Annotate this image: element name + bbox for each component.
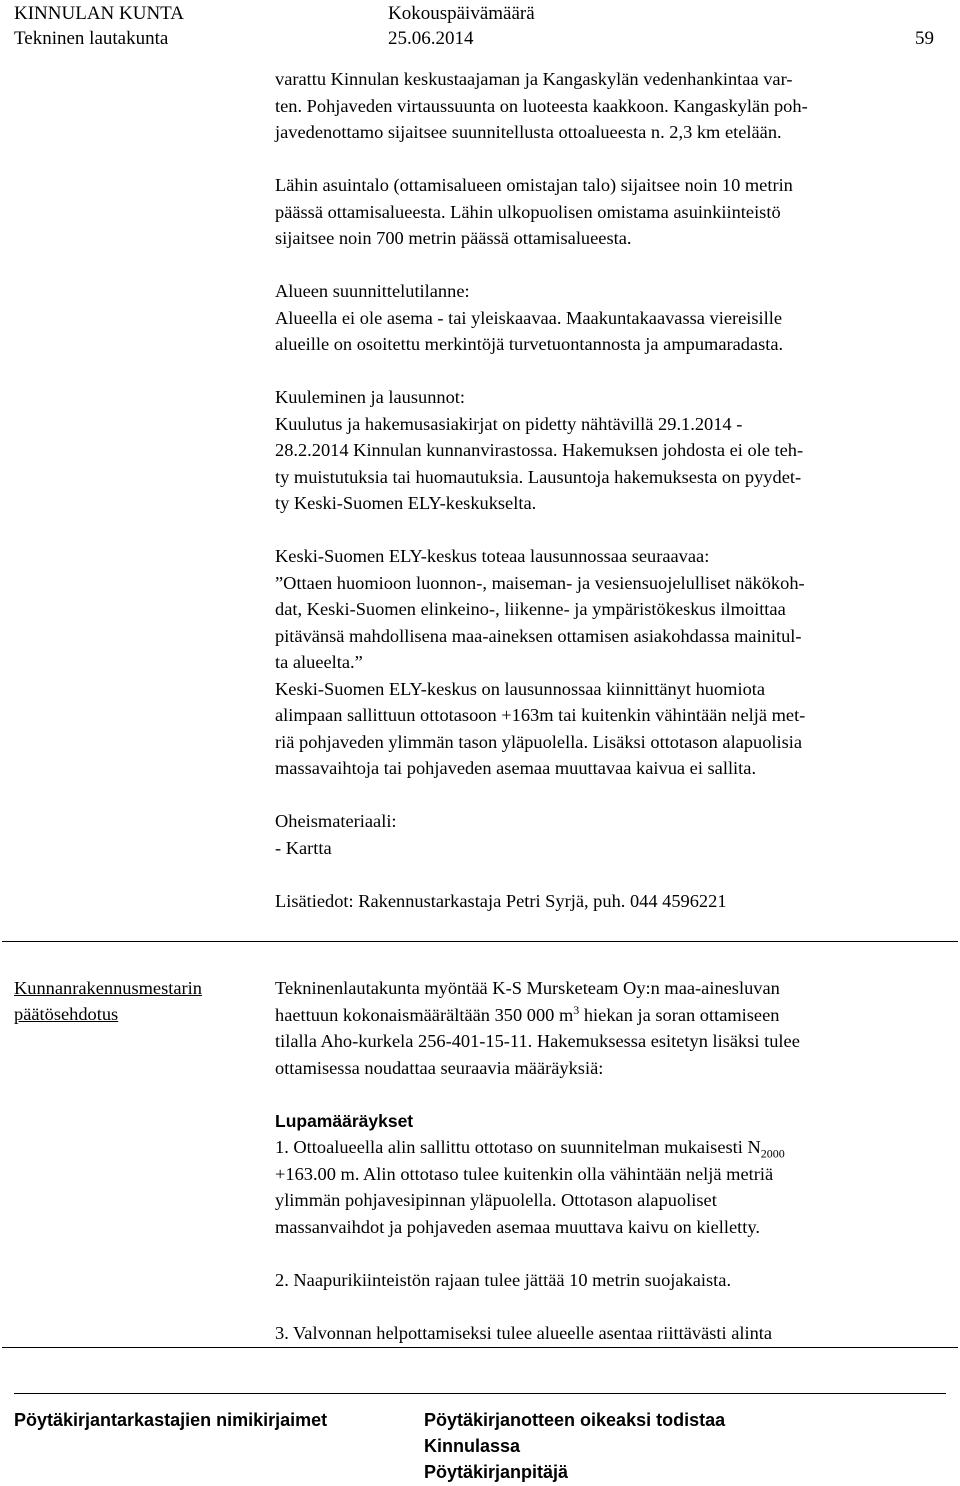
ely-line: alimpaan sallittuun ottotasoon +163m tai kuitenkin vähintään neljä met-: [275, 705, 806, 725]
ely-line: Keski-Suomen ELY-keskus on lausunnossaa kiinnittänyt huomiota: [275, 678, 766, 699]
proposal-amount-text: haettuun kokonaismäärältään 350 000 m: [275, 1004, 574, 1025]
housing-line: Lähin asuintalo (ottamisalueen omistajan talo) sijaitsee noin 10 metrin: [275, 175, 793, 195]
condition-1-line: +163.00 m. Alin ottotaso tulee kuitenkin olla vähintään neljä metriä: [275, 1163, 774, 1184]
attachments-heading: Oheismateriaali:: [275, 811, 397, 831]
ely-line: massavaihtoja tai pohjaveden asemaa muuttavaa kaivua ei sallita.: [275, 758, 757, 778]
proposal-label-line: Kunnanrakennusmestarin: [14, 978, 202, 998]
case-description: [275, 66, 945, 914]
page-number: 59: [915, 28, 934, 49]
certify-place: Kinnulassa: [424, 1436, 521, 1456]
proposal-label-line: päätösehdotus: [14, 1004, 119, 1024]
quote-line: ta alueelta.”: [275, 652, 363, 672]
proposal-label: [14, 975, 202, 1027]
section-divider: [2, 941, 958, 942]
conditions-heading: Lupamääräykset: [275, 1110, 414, 1131]
planning-heading: Alueen suunnittelutilanne:: [275, 281, 470, 301]
hearing-line: Kuulutus ja hakemusasiakirjat on pidetty nähtävillä 29.1.2014 -: [275, 413, 743, 434]
board-name: Tekninen lautakunta: [14, 28, 169, 49]
water-supply-line: javedenottamo sijaitsee suunnitellusta ottoalueesta n. 2,3 km etelään.: [275, 122, 782, 142]
water-supply-line: ten. Pohjaveden virtaussuunta on luoteesta kaakkoon. Kangaskylän poh-: [275, 95, 808, 116]
housing-line: sijaitsee noin 700 metrin päässä ottamisalueesta.: [275, 228, 632, 248]
proposal-line: tilalla Aho-kurkela 256-401-15-11. Hakemuksessa esitetyn lisäksi tulee: [275, 1031, 800, 1051]
hearing-heading: Kuuleminen ja lausunnot:: [275, 387, 466, 407]
condition-1-line: ylimmän pohjavesipinnan yläpuolella. Ottotason alapuoliset: [275, 1190, 717, 1210]
meeting-date: 25.06.2014: [388, 28, 474, 49]
proposal-amount-rest: hiekan ja soran ottamiseen: [579, 1004, 780, 1025]
hearing-line: ty Keski-Suomen ELY-keskukselta.: [275, 493, 537, 513]
certify-line: Pöytäkirjanotteen oikeaksi todistaa: [424, 1410, 726, 1430]
contact-info: Lisätiedot: Rakennustarkastaja Petri Syrjä, puh. 044 4596221: [275, 890, 727, 911]
condition-1-line: massanvaihdot ja pohjaveden asemaa muuttava kaivu on kielletty.: [275, 1216, 760, 1237]
quote-line: ”Ottaen huomioon luonnon-, maiseman- ja vesiensuojelulliset näkökoh-: [275, 572, 805, 593]
proposal-line: Tekninenlautakunta myöntää K-S Mursketeam Oy:n maa-ainesluvan: [275, 978, 780, 998]
section-divider: [2, 1347, 958, 1348]
condition-1-line: [275, 1134, 945, 1161]
municipality-name: KINNULAN KUNTA: [14, 3, 184, 24]
condition-3: 3. Valvonnan helpottamiseksi tulee alueelle asentaa riittävästi alinta: [275, 1322, 773, 1343]
certify-role: Pöytäkirjanpitäjä: [424, 1462, 569, 1482]
hearing-line: ty muistutuksia tai huomautuksia. Lausuntoja hakemuksesta on pyydet-: [275, 466, 802, 487]
housing-line: päässä ottamisalueesta. Lähin ulkopuolisen omistama asuinkiinteistö: [275, 201, 781, 222]
proposal-line: [275, 1002, 945, 1029]
datum-subscript: 2000: [760, 1146, 785, 1161]
water-supply-line: varattu Kinnulan keskustaajaman ja Kangaskylän vedenhankintaa var-: [275, 69, 793, 89]
meeting-date-label: Kokouspäivämäärä: [388, 3, 535, 24]
hearing-line: 28.2.2014 Kinnulan kunnanvirastossa. Hakemuksen johdosta ei ole teh-: [275, 440, 804, 460]
proposal-line: ottamisessa noudattaa seuraavia määräyksiä:: [275, 1057, 604, 1078]
ely-line: riä pohjaveden ylimmän tason yläpuolella. Lisäksi ottotason alapuolisia: [275, 731, 803, 752]
attachment-item: - Kartta: [275, 837, 332, 858]
initials-label: Pöytäkirjantarkastajien nimikirjaimet: [14, 1410, 328, 1430]
condition-2: 2. Naapurikiinteistön rajaan tulee jättää 10 metrin suojakaista.: [275, 1269, 732, 1290]
footer-rule: [14, 1393, 946, 1394]
quote-line: pitävänsä mahdollisena maa-aineksen ottamisen asiakohdassa mainitul-: [275, 625, 802, 646]
condition-1-text: 1. Ottoalueella alin sallittu ottotaso on suunnitelman mukaisesti N: [275, 1137, 761, 1157]
ely-intro: Keski-Suomen ELY-keskus toteaa lausunnossaa seuraavaa:: [275, 546, 710, 566]
quote-line: dat, Keski-Suomen elinkeino-, liikenne- ja ympäristökeskus ilmoittaa: [275, 599, 786, 619]
planning-line: Alueella ei ole asema - tai yleiskaavaa. Maakuntakaavassa viereisille: [275, 307, 783, 328]
planning-line: alueille on osoitettu merkintöjä turvetuontannosta ja ampumaradasta.: [275, 334, 784, 354]
decision-proposal: [275, 975, 945, 1346]
cubic-superscript: 3: [573, 1002, 580, 1017]
